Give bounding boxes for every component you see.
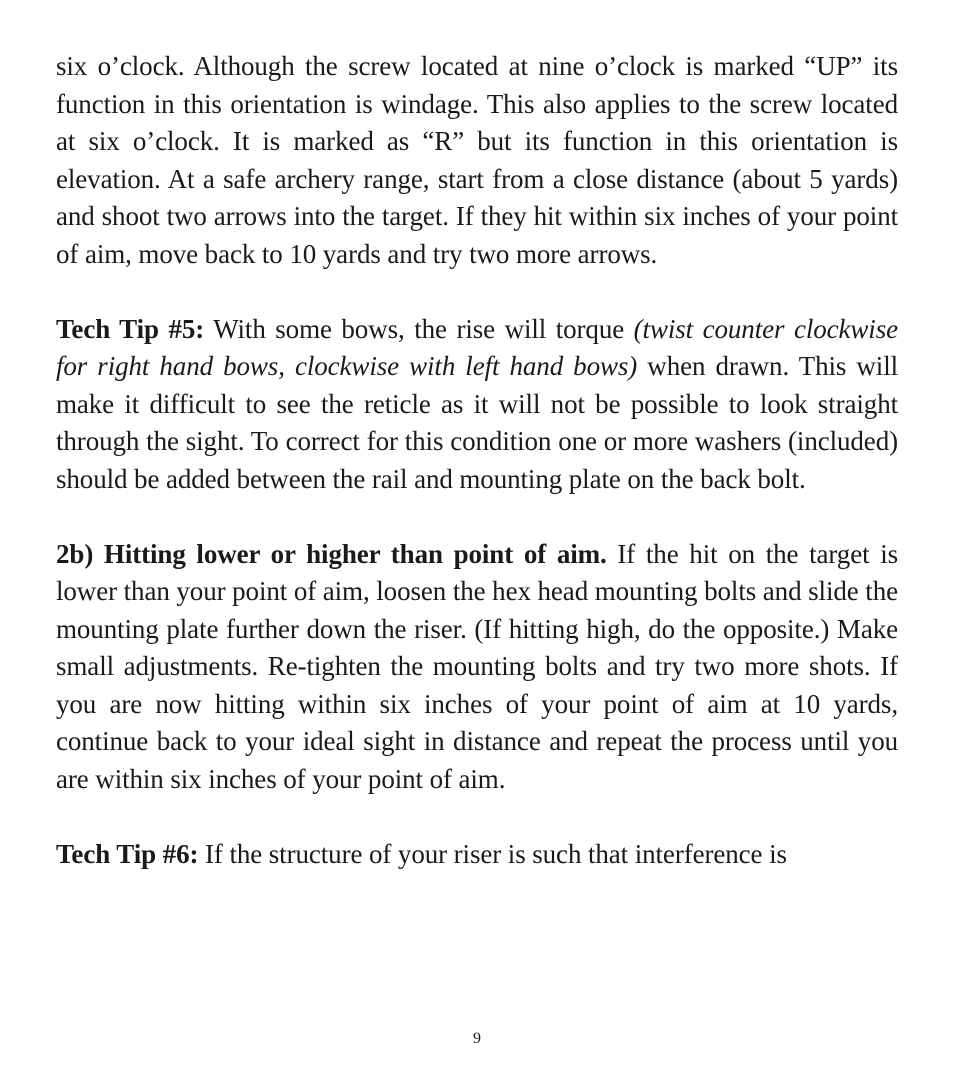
paragraph-text: six o’clock. Although the screw located at nine o’clock is marked “UP” its function in this orientation is windage. This also applies to the screw located at six o’clock. It is marked as “R” but its function in this orientation is elevation. At a safe archery range, start from a close distance (about 5 yards) and shoot two arrows into the target. If they hit within six inches of your point of aim, move back to 10 yards and try two more arrows. xyxy=(56,51,898,269)
tech-tip-6-label: Tech Tip #6: xyxy=(56,838,199,869)
paragraph-windage-elevation xyxy=(56,48,898,273)
paragraph-text: If the hit on the target is lower than your point of aim, loosen the hex head mounting bolts and slide the mounting plate further down the riser. (If hitting high, do the opposite.) Make small adjustments. Re-tighten the mounting bolts and try two more shots. If you are now hitting within six inches of your point of aim at 10 yards, continue back to your ideal sight in distance and repeat the process until you are within six inches of your point of aim. xyxy=(56,538,899,794)
section-2b-heading: 2b) Hitting lower or higher than point of aim. xyxy=(56,538,607,569)
paragraph-text: when drawn. This will make it difficult to see the reticle as it will not be possible to look straight through the sight. To correct for this condition one or more washers (included) should be added between the rail and mounting plate on the back bolt. xyxy=(56,351,898,494)
paragraph-text: With some bows, the rise will torque xyxy=(204,313,634,344)
paragraph-text: If the structure of your riser is such that interference is xyxy=(198,838,787,869)
paragraph-italic-note: (twist counter clockwise for right hand bows, clockwise with left hand bows) xyxy=(56,313,898,381)
paragraph-hitting-lower-higher xyxy=(56,536,898,799)
page-number: 9 xyxy=(473,1030,481,1047)
tech-tip-5-label: Tech Tip #5: xyxy=(56,313,205,344)
paragraph-tech-tip-5 xyxy=(56,311,898,499)
document-body xyxy=(56,48,898,873)
paragraph-tech-tip-6 xyxy=(56,836,898,874)
